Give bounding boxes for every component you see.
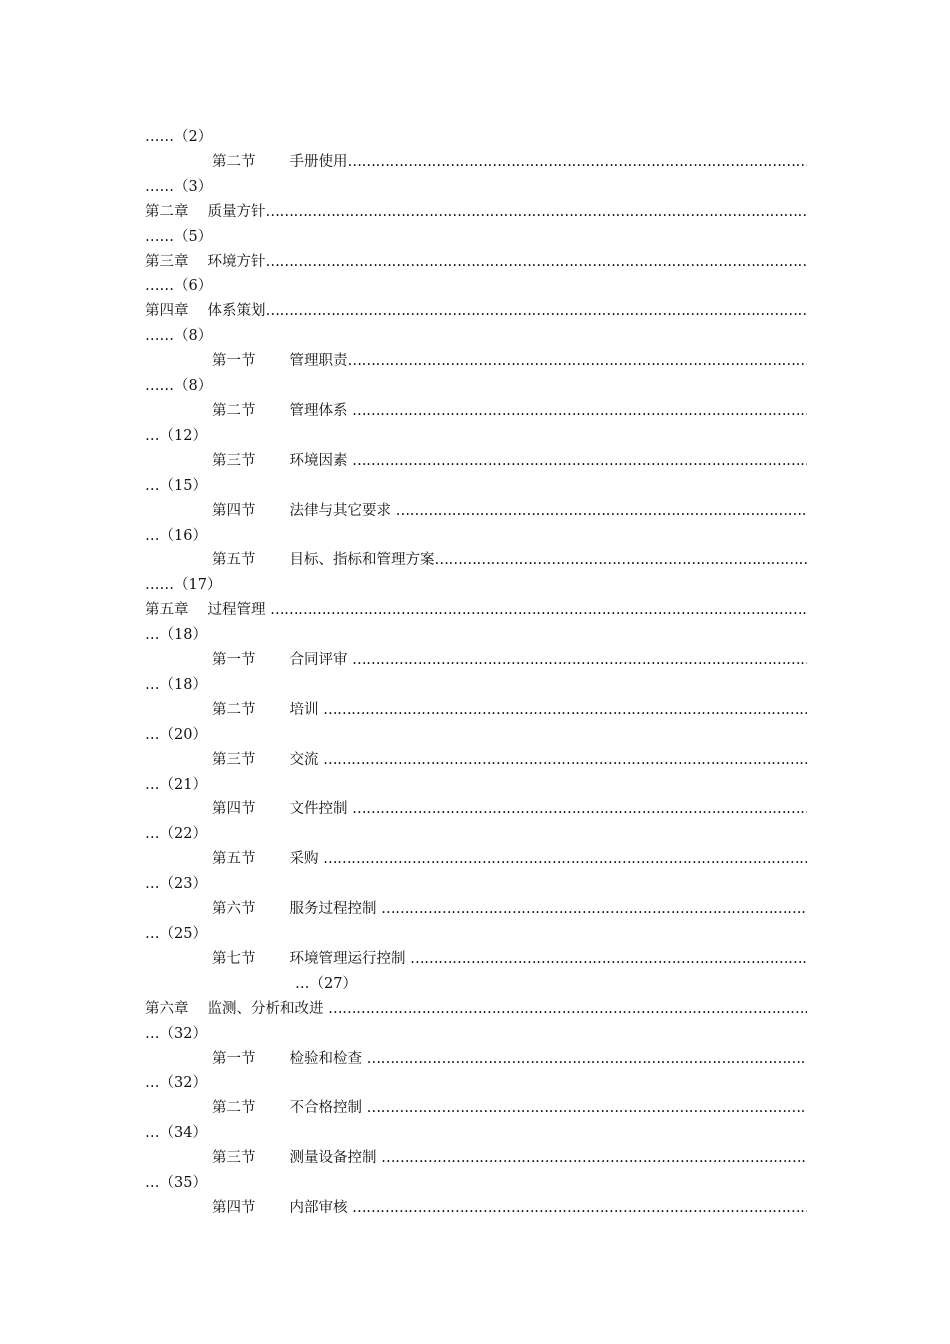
toc-chapter-line <box>145 997 807 1022</box>
toc-title: 检验和检查 <box>289 1050 367 1067</box>
toc-leader-dots <box>352 449 807 474</box>
toc-page-number: …（22） <box>145 826 207 843</box>
toc-number: 第五节 <box>212 851 256 868</box>
toc-leader-dots <box>323 698 807 723</box>
toc-number: 第一节 <box>212 1050 256 1067</box>
toc-entry <box>145 399 807 449</box>
toc-title: 内部审核 <box>289 1199 353 1216</box>
toc-entry <box>145 947 807 997</box>
toc-entry <box>145 150 807 200</box>
toc-entry <box>145 200 807 250</box>
toc-title: 法律与其它要求 <box>289 502 396 519</box>
toc-section-line <box>145 1047 807 1072</box>
toc-section-line <box>145 349 807 374</box>
toc-page-number: …（25） <box>145 926 207 942</box>
toc-title: 体系策划 <box>207 303 266 320</box>
toc-page-number: …（18） <box>145 676 207 693</box>
toc-chapter-line <box>145 200 807 225</box>
toc-title: 文件控制 <box>289 801 353 818</box>
toc-leader-dots <box>270 598 807 623</box>
toc-entry <box>145 797 807 847</box>
toc-title: 交流 <box>289 751 324 768</box>
toc-entry <box>145 250 807 300</box>
toc-entry <box>145 125 807 150</box>
toc-entry <box>145 748 807 798</box>
toc-chapter-line <box>145 250 807 275</box>
toc-leader-dots <box>323 847 807 872</box>
toc-entry <box>145 499 807 549</box>
toc-section-line <box>145 1196 807 1221</box>
toc-number: 第六章 <box>145 1000 189 1017</box>
toc-section-line <box>145 748 807 773</box>
toc-title: 管理体系 <box>289 402 353 419</box>
toc-section-line <box>145 797 807 822</box>
toc-page-number: …（12） <box>145 427 207 444</box>
toc-number: 第一节 <box>212 652 256 669</box>
toc-title: 环境因素 <box>289 452 353 469</box>
toc-section-line <box>145 947 807 972</box>
toc-page-number: …（15） <box>145 477 207 494</box>
toc-leader-dots <box>367 1096 807 1121</box>
toc-number: 第三节 <box>212 751 256 768</box>
toc-number: 第二节 <box>212 153 256 170</box>
toc-leader-dots <box>266 299 808 324</box>
toc-section-line <box>145 150 807 175</box>
toc-number: 第二节 <box>212 402 256 419</box>
table-of-contents <box>145 125 807 1221</box>
toc-chapter-line <box>145 299 807 324</box>
toc-section-line <box>145 1146 807 1171</box>
toc-number: 第五节 <box>212 552 256 569</box>
toc-entry <box>145 897 807 947</box>
toc-section-line <box>145 648 807 673</box>
toc-section-line <box>145 847 807 872</box>
toc-title: 目标、指标和管理方案 <box>289 552 435 569</box>
toc-title: 服务过程控制 <box>289 901 382 918</box>
toc-leader-dots <box>367 1047 807 1072</box>
toc-leader-dots <box>381 1146 807 1171</box>
toc-number: 第七节 <box>212 950 256 967</box>
toc-entry <box>145 1047 807 1097</box>
toc-page-number: ……（5） <box>145 228 213 245</box>
toc-page-number: …（16） <box>145 527 207 544</box>
toc-number: 第四节 <box>212 502 256 519</box>
toc-entry <box>145 997 807 1047</box>
toc-entry <box>145 847 807 897</box>
toc-section-line <box>145 897 807 922</box>
toc-leader-dots <box>396 499 807 524</box>
toc-page-number: ……（2） <box>145 129 213 145</box>
toc-page-number: …（23） <box>145 876 207 893</box>
toc-page-number: …（20） <box>145 726 207 743</box>
toc-title: 手册使用 <box>289 153 348 170</box>
toc-title: 监测、分析和改进 <box>207 1000 329 1017</box>
toc-number: 第五章 <box>145 602 189 619</box>
toc-number: 第六节 <box>212 901 256 918</box>
toc-leader-dots <box>266 250 808 275</box>
toc-title: 培训 <box>289 701 324 718</box>
toc-entry <box>145 299 807 349</box>
toc-number: 第二节 <box>212 1100 256 1117</box>
toc-number: 第二节 <box>212 701 256 718</box>
toc-number: 第三章 <box>145 253 189 270</box>
toc-title: 采购 <box>289 851 324 868</box>
toc-page-number: …（21） <box>145 776 207 793</box>
toc-number: 第四章 <box>145 303 189 320</box>
toc-page-number: …（27） <box>295 975 357 992</box>
toc-leader-dots <box>352 797 807 822</box>
toc-entry <box>145 349 807 399</box>
toc-page-number: …（32） <box>145 1025 207 1042</box>
toc-page-number: …（35） <box>145 1175 207 1192</box>
toc-leader-dots <box>348 150 808 175</box>
toc-chapter-line <box>145 598 807 623</box>
toc-title: 环境管理运行控制 <box>289 950 411 967</box>
toc-leader-dots <box>410 947 807 972</box>
toc-title: 管理职责 <box>289 353 348 370</box>
toc-leader-dots <box>323 748 807 773</box>
toc-entry <box>145 1146 807 1196</box>
toc-page-number: …（32） <box>145 1075 207 1092</box>
toc-section-line <box>145 399 807 424</box>
toc-title: 质量方针 <box>207 203 266 220</box>
toc-number: 第一节 <box>212 353 256 370</box>
toc-leader-dots <box>435 548 808 573</box>
toc-page-number: …（18） <box>145 627 207 644</box>
toc-leader-dots <box>328 997 807 1022</box>
toc-section-line <box>145 548 807 573</box>
toc-entry <box>145 698 807 748</box>
toc-title: 不合格控制 <box>289 1100 367 1117</box>
toc-leader-dots <box>266 200 808 225</box>
toc-leader-dots <box>352 1196 807 1221</box>
toc-entry <box>145 449 807 499</box>
toc-entry <box>145 1096 807 1146</box>
toc-entry <box>145 598 807 648</box>
toc-section-line <box>145 449 807 474</box>
toc-leader-dots <box>352 648 807 673</box>
toc-section-line <box>145 698 807 723</box>
toc-page-number: ……（3） <box>145 178 213 195</box>
toc-page-number: ……（6） <box>145 278 213 295</box>
toc-leader-dots <box>352 399 807 424</box>
toc-entry <box>145 648 807 698</box>
toc-entry <box>145 1196 807 1221</box>
toc-page-number: ……（17） <box>145 577 222 594</box>
toc-page-number: …（34） <box>145 1125 207 1142</box>
toc-title: 环境方针 <box>207 253 266 270</box>
toc-section-line <box>145 499 807 524</box>
toc-number: 第三节 <box>212 1150 256 1167</box>
toc-title: 测量设备控制 <box>289 1150 382 1167</box>
toc-number: 第三节 <box>212 452 256 469</box>
toc-section-line <box>145 1096 807 1121</box>
toc-title: 合同评审 <box>289 652 353 669</box>
toc-entry <box>145 548 807 598</box>
toc-leader-dots <box>348 349 808 374</box>
toc-number: 第四节 <box>212 801 256 818</box>
toc-title: 过程管理 <box>207 602 271 619</box>
toc-number: 第二章 <box>145 203 189 220</box>
toc-number: 第四节 <box>212 1199 256 1216</box>
toc-leader-dots <box>381 897 807 922</box>
toc-page-number: ……（8） <box>145 378 213 395</box>
toc-page-number: ……（8） <box>145 328 213 345</box>
